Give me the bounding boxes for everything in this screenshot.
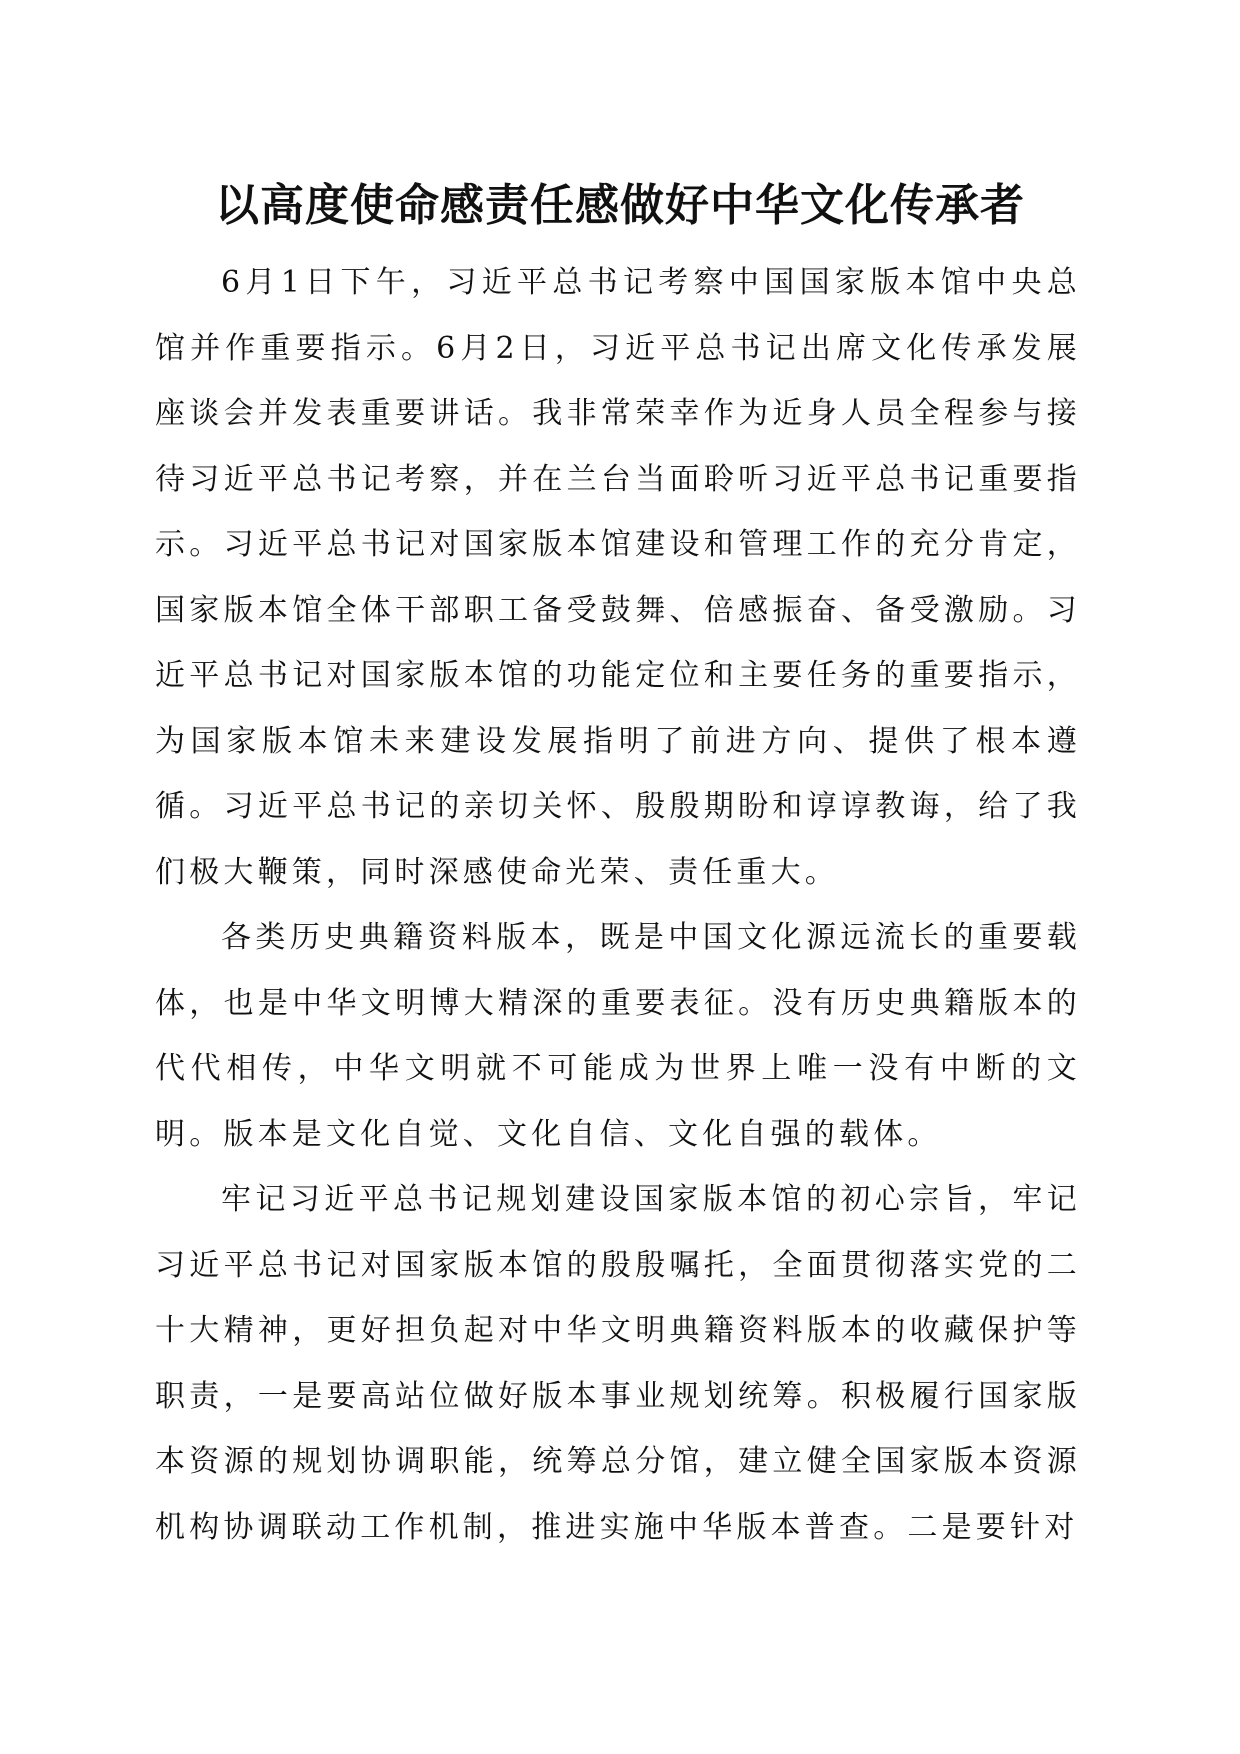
document-title: 以高度使命感责任感做好中华文化传承者 [215,180,1025,231]
document-body [155,250,1081,1560]
paragraph-3: 牢记习近平总书记规划建设国家版本馆的初心宗旨，牢记习近平总书记对国家版本馆的殷殷嘱托，全面贯彻落实党的二十大精神，更好担负起对中华文明典籍资料版本的收藏保护等职责，一是要高站位做好版本事业规划统筹。积极履行国家版本资源的规划协调职能，统筹总分馆，建立健全国家版本资源机构协调联动工作机制，推进实施中华版本普查。二是要针对 [155,1182,1081,1545]
paragraph-1: 6月1日下午，习近平总书记考察中国国家版本馆中央总馆并作重要指示。6月2日，习近平总书记出席文化传承发展座谈会并发表重要讲话。我非常荣幸作为近身人员全程参与接待习近平总书记考察，并在兰台当面聆听习近平总书记重要指示。习近平总书记对国家版本馆建设和管理工作的充分肯定，国家版本馆全体干部职工备受鼓舞、倍感振奋、备受激励。习近平总书记对国家版本馆的功能定位和主要任务的重要指示，为国家版本馆未来建设发展指明了前进方向、提供了根本遵循。习近平总书记的亲切关怀、殷殷期盼和谆谆教诲，给了我们极大鞭策，同时深感使命光荣、责任重大。 [155,265,1081,890]
paragraph-2: 各类历史典籍资料版本，既是中国文化源远流长的重要载体，也是中华文明博大精深的重要表征。没有历史典籍版本的代代相传，中华文明就不可能成为世界上唯一没有中断的文明。版本是文化自觉、文化自信、文化自强的载体。 [155,920,1081,1152]
